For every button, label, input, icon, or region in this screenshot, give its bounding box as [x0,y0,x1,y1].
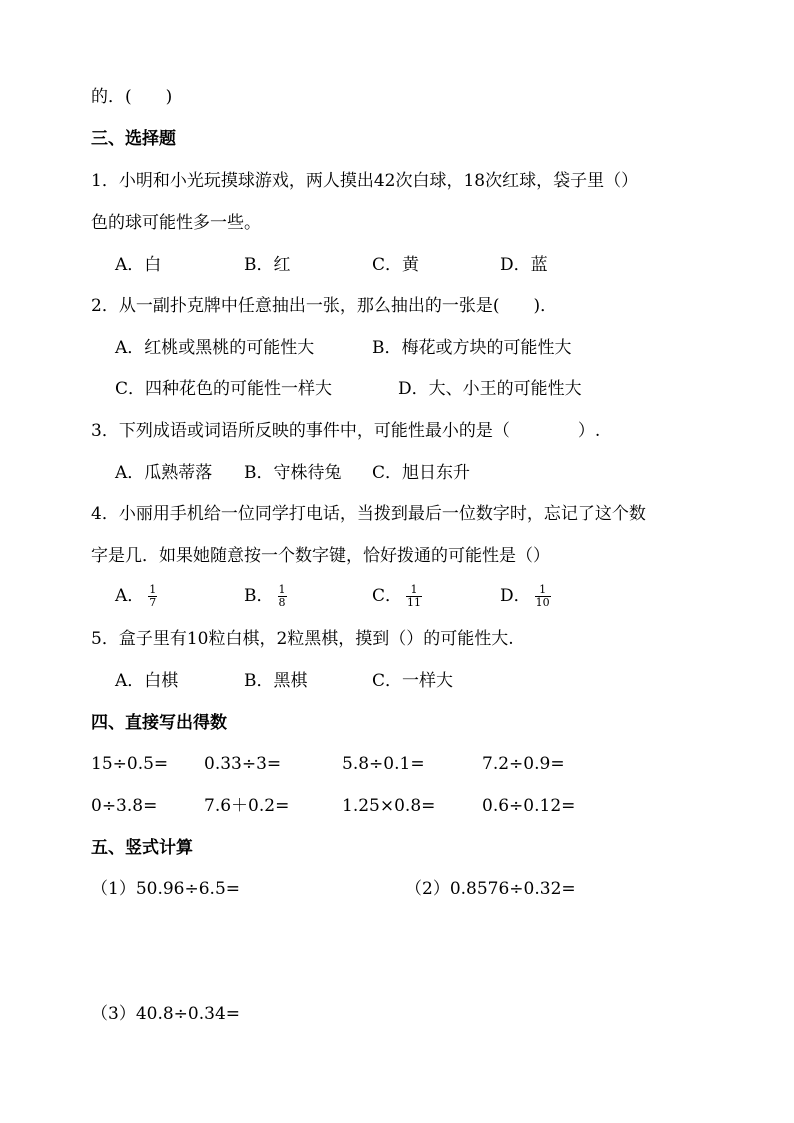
question-3-line1: 3．下列成语或词语所反映的事件中，可能性最小的是（ ）. [91,421,601,441]
calc-item: 7.6＋0.2= [204,796,290,816]
option-b-label: B． [244,586,274,606]
fraction-numerator: 1 [406,584,422,597]
question-4-line2: 字是几．如果她随意按一个数字键，恰好拨通的可能性是（） [91,546,550,566]
option-d-label: D． [500,586,531,606]
question-1-option-b: B．红 [244,255,291,275]
question-4-option-d [500,584,551,609]
calc-item: 1.25×0.8= [342,796,436,816]
question-5-line1: 5．盒子里有10粒白棋，2粒黑棋，摸到（）的可能性大. [91,629,514,649]
fraction-numerator: 1 [278,583,286,596]
calc-item: 5.8÷0.1= [342,754,425,774]
vertical-calc-item-1: （1）50.96÷6.5= [91,879,241,899]
fraction-denominator: 10 [535,596,550,609]
question-5-option-c: C．一样大 [372,671,454,691]
question-2-line1: 2．从一副扑克牌中任意抽出一张，那么抽出的一张是( )． [91,296,558,316]
question-4-option-c [372,584,422,609]
question-2-option-a: A．红桃或黑桃的可能性大 [115,338,315,358]
continued-question-text: 的．( ) [91,87,173,107]
fraction-one-eighth [278,584,287,609]
fraction-numerator: 1 [535,584,551,597]
question-3-option-c: C．旭日东升 [372,463,471,483]
question-4-option-a [115,584,157,609]
vertical-calc-item-3: （3）40.8÷0.34= [91,1004,241,1024]
vertical-calc-item-2: （2）0.8576÷0.32= [405,879,576,899]
section-title-vertical-calc: 五、竖式计算 [91,838,193,858]
question-2-option-d: D．大、小王的可能性大 [398,379,582,399]
question-1-option-c: C．黄 [372,255,420,275]
calc-item: 15÷0.5= [91,754,169,774]
question-2-option-c: C．四种花色的可能性一样大 [115,379,333,399]
question-3-option-b: B．守株待兔 [244,463,342,483]
question-2-option-b: B．梅花或方块的可能性大 [372,338,572,358]
fraction-denominator: 11 [407,596,422,609]
question-1-line1: 1．小明和小光玩摸球游戏，两人摸出42次白球，18次红球，袋子里（） [91,171,639,191]
option-c-label: C． [372,586,403,606]
fraction-one-tenth [535,584,551,609]
fraction-one-seventh [148,584,157,609]
fraction-one-eleventh [406,584,422,609]
question-1-option-a: A．白 [115,255,162,275]
question-4-option-b [244,584,287,609]
fraction-numerator: 1 [149,583,157,596]
fraction-denominator: 8 [278,596,286,609]
question-1-line2: 色的球可能性多一些。 [91,213,261,233]
question-4-line1: 4．小丽用手机给一位同学打电话，当拨到最后一位数字时，忘记了这个数 [91,504,646,524]
calc-item: 0÷3.8= [91,796,158,816]
question-5-option-a: A．白棋 [115,671,179,691]
option-a-label: A． [115,586,145,606]
question-3-option-a: A．瓜熟蒂落 [115,463,213,483]
question-5-option-b: B．黑棋 [244,671,308,691]
fraction-denominator: 7 [149,596,157,609]
section-title-choice: 三、选择题 [91,129,176,149]
calc-item: 7.2÷0.9= [482,754,565,774]
section-title-direct-answers: 四、直接写出得数 [91,713,227,733]
calc-item: 0.33÷3= [204,754,282,774]
calc-item: 0.6÷0.12= [482,796,576,816]
question-1-option-d: D．蓝 [500,255,548,275]
